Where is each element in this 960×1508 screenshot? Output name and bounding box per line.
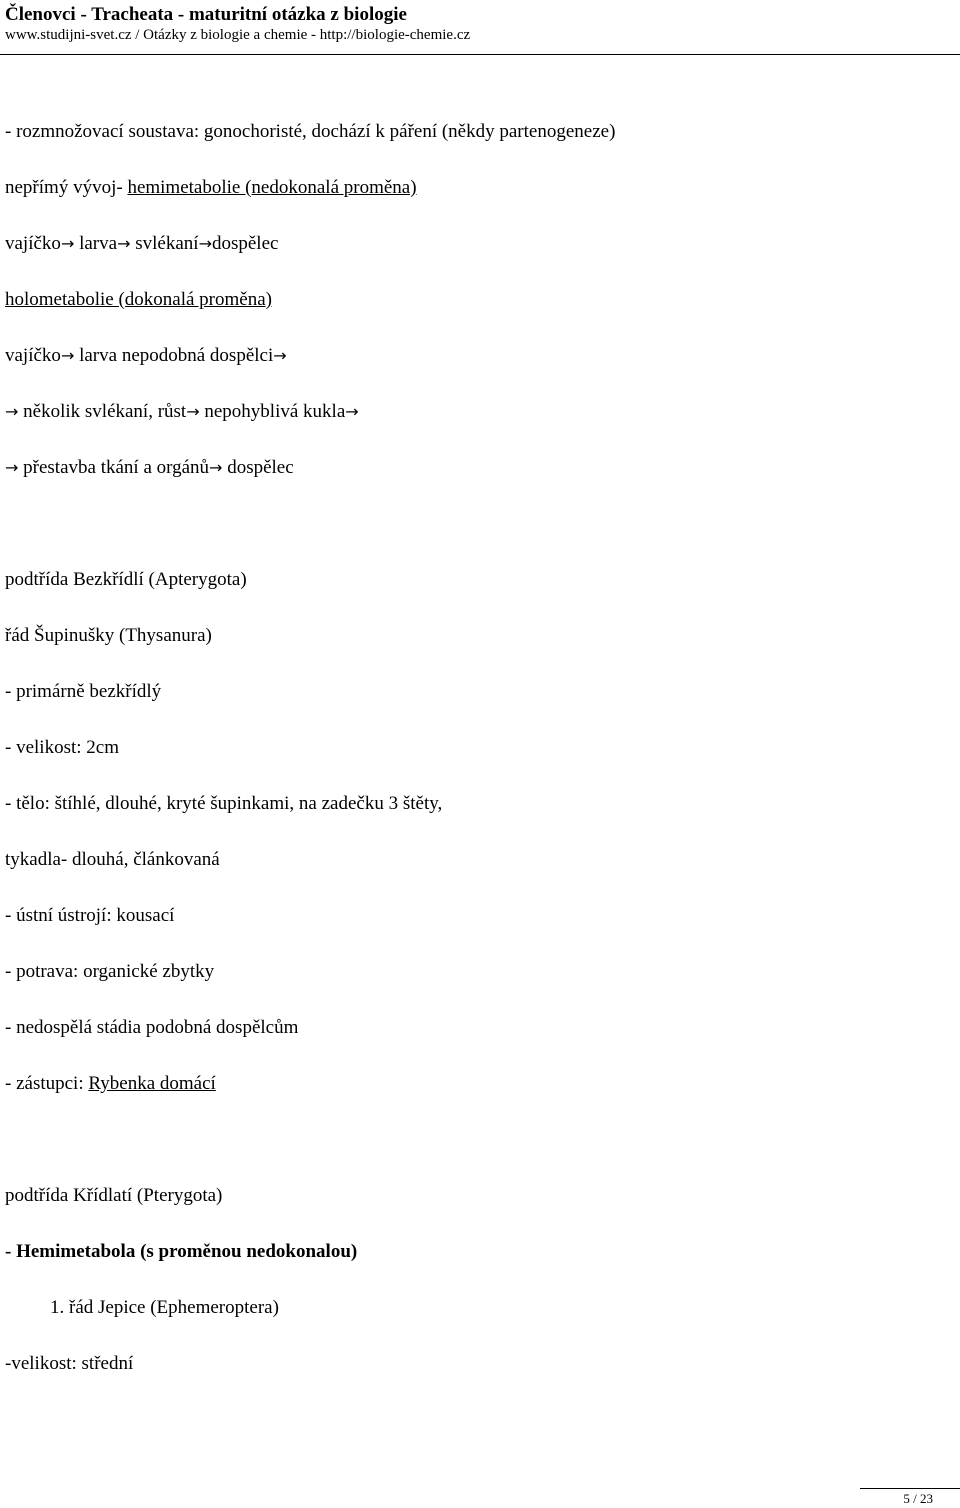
list-item: 1. řád Jepice (Ephemeroptera): [50, 1297, 279, 1318]
text-line: holometabolie (dokonalá proměna): [5, 289, 272, 310]
text-line: - zástupci: Rybenka domácí: [5, 1073, 216, 1094]
arrow-icon: →: [273, 346, 287, 365]
arrow-icon: →: [5, 458, 19, 477]
text-line: → několik svlékaní, růst→ nepohyblivá kukla→: [5, 401, 359, 422]
text-line: nepřímý vývoj- hemimetabolie (nedokonalá proměna): [5, 177, 417, 198]
underlined-term: Rybenka domácí: [88, 1073, 216, 1094]
section-heading: podtřída Bezkřídlí (Apterygota): [5, 569, 247, 590]
text-line: vajíčko→ larva→ svlékaní→dospělec: [5, 233, 279, 254]
text-line: vajíčko→ larva nepodobná dospělci→: [5, 345, 287, 366]
header-divider: [0, 54, 960, 55]
arrow-icon: →: [5, 402, 19, 421]
text-line: tykadla- dlouhá, článkovaná: [5, 849, 220, 870]
text-line: → přestavba tkání a orgánů→ dospělec: [5, 457, 294, 478]
text-line: - tělo: štíhlé, dlouhé, kryté šupinkami, na zadečku 3 štěty,: [5, 793, 443, 814]
document-title: Členovci - Tracheata - maturitní otázka z biologie: [5, 4, 407, 25]
text-line: - rozmnožovací soustava: gonochoristé, dochází k páření (někdy partenogeneze): [5, 121, 616, 142]
text-line: - nedospělá stádia podobná dospělcům: [5, 1017, 299, 1038]
arrow-icon: →: [186, 402, 200, 421]
footer-divider: [860, 1488, 960, 1489]
text-line: - velikost: 2cm: [5, 737, 119, 758]
text-line: - potrava: organické zbytky: [5, 961, 215, 982]
text-line: řád Šupinušky (Thysanura): [5, 625, 212, 646]
arrow-icon: →: [198, 234, 212, 253]
page-header: [5, 4, 960, 45]
text-line: - Hemimetabola (s proměnou nedokonalou): [5, 1241, 358, 1262]
document-subtitle: www.studijni-svet.cz / Otázky z biologie a chemie - http://biologie-chemie.cz: [5, 27, 471, 43]
arrow-icon: →: [117, 234, 131, 253]
page-number: 5 / 23: [903, 1491, 933, 1506]
underlined-term: hemimetabolie (nedokonalá proměna): [127, 177, 417, 198]
text-line: - primárně bezkřídlý: [5, 681, 162, 702]
arrow-icon: →: [209, 458, 223, 477]
arrow-icon: →: [60, 346, 75, 365]
text-line: -velikost: střední: [5, 1353, 134, 1374]
arrow-icon: →: [345, 402, 359, 421]
text-line: - ústní ústrojí: kousací: [5, 905, 175, 926]
arrow-icon: →: [60, 234, 75, 253]
section-heading: podtřída Křídlatí (Pterygota): [5, 1185, 223, 1206]
